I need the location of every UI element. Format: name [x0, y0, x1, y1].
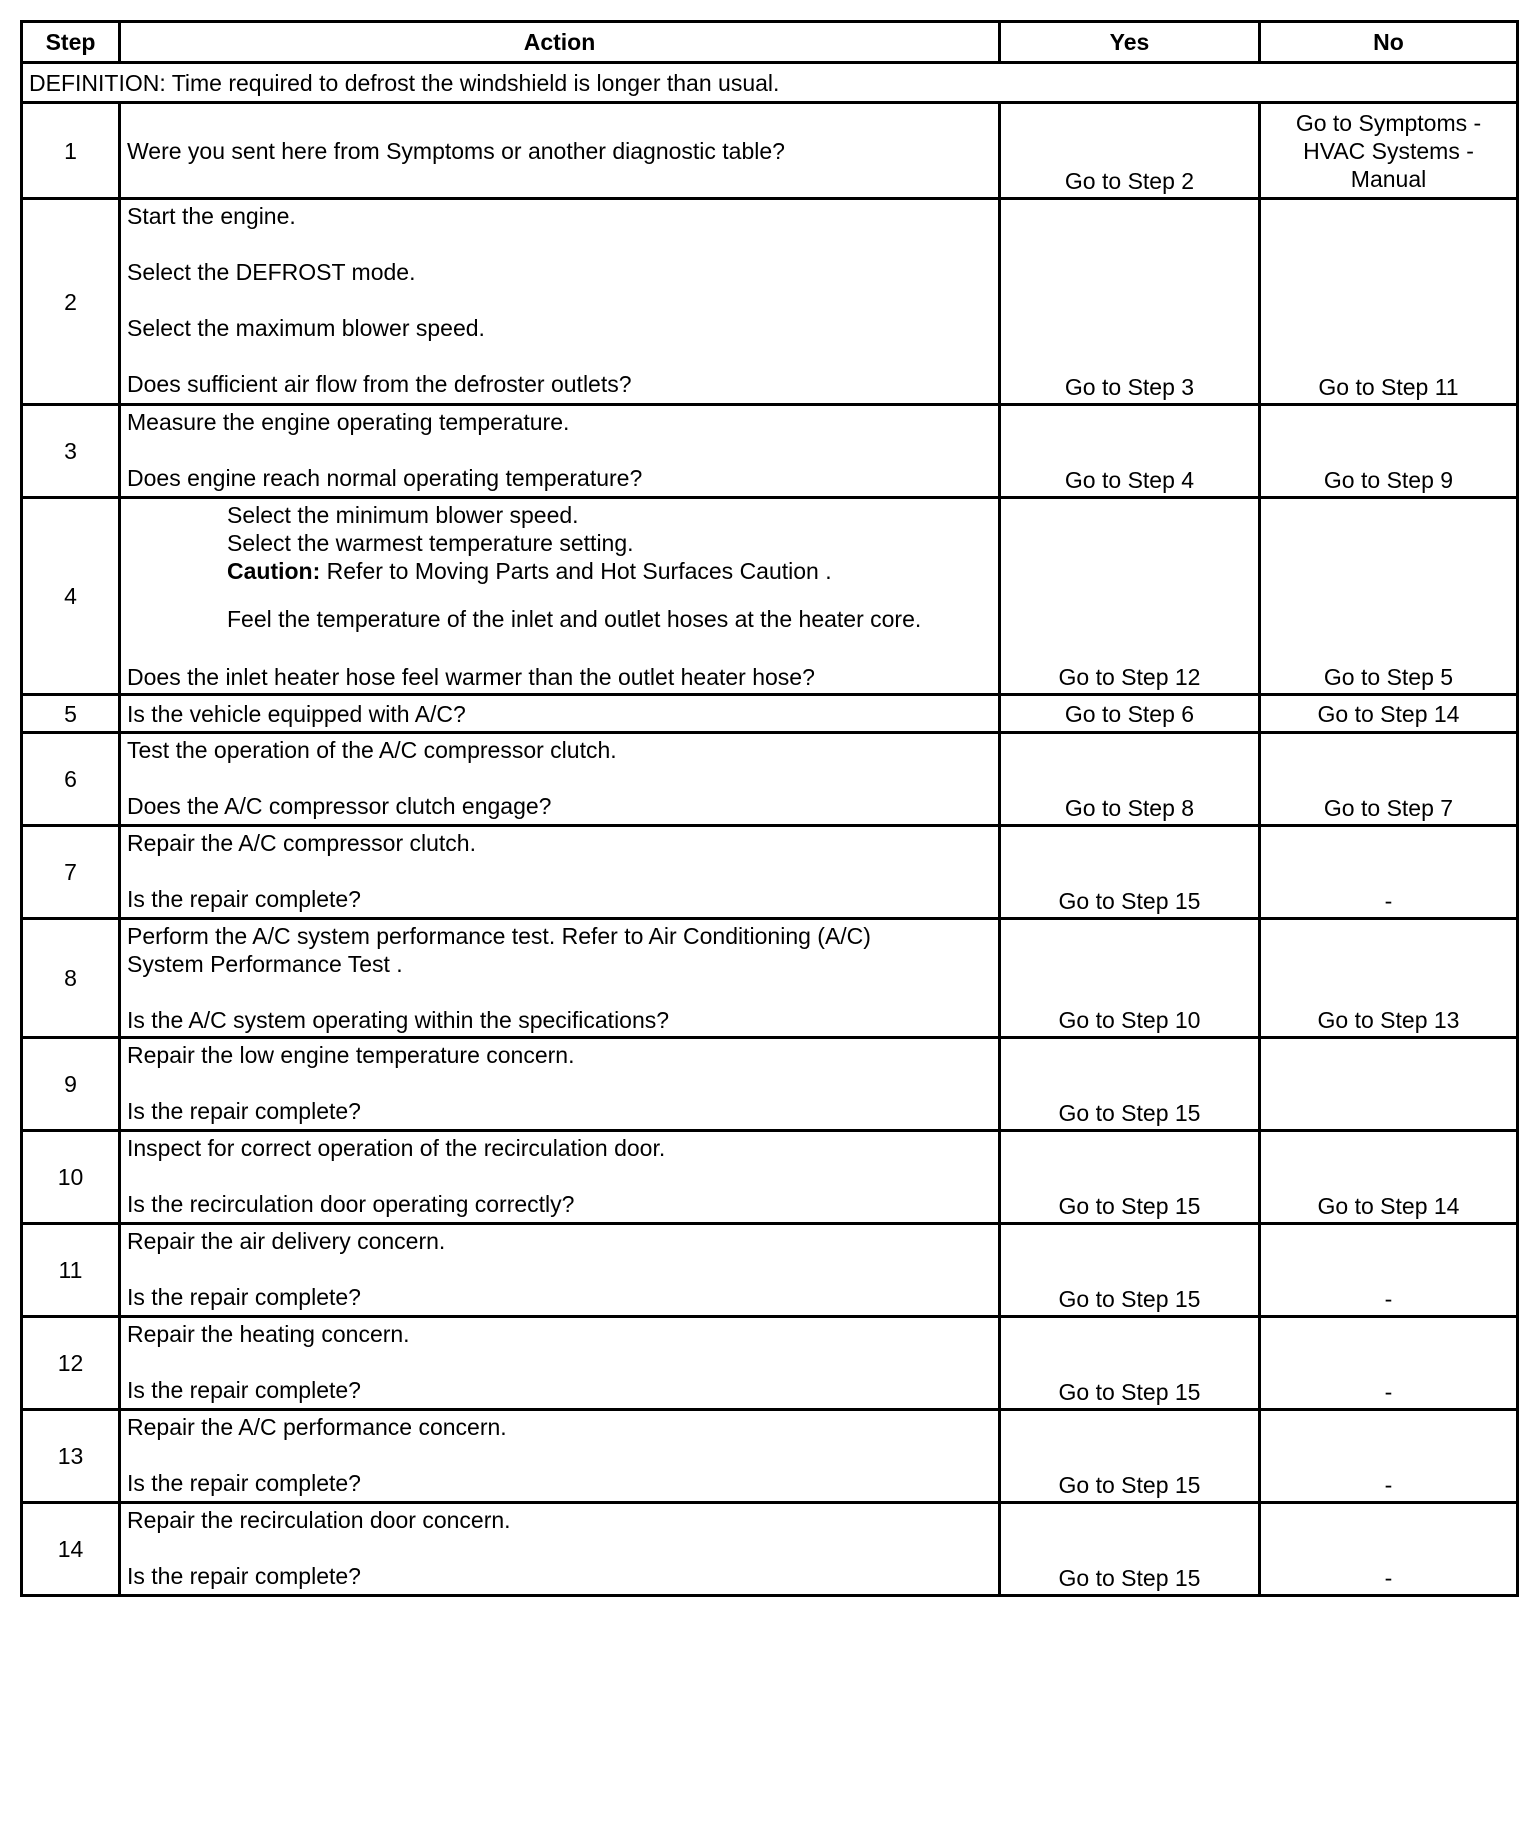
no-outcome: Go to Step 14 — [1260, 1131, 1518, 1224]
step-row-14 — [22, 1503, 1518, 1596]
action-line: Select the maximum blower speed. — [127, 315, 485, 341]
step-row-4 — [22, 498, 1518, 695]
step-number: 7 — [22, 826, 120, 919]
step-row-8 — [22, 919, 1518, 1038]
step-number: 11 — [22, 1224, 120, 1317]
no-outcome: Go to Step 9 — [1260, 405, 1518, 498]
yes-outcome: Go to Step 8 — [1000, 733, 1260, 826]
step-action — [120, 1410, 1000, 1503]
yes-outcome: Go to Step 15 — [1000, 1410, 1260, 1503]
step-row-5 — [22, 695, 1518, 733]
step-action — [120, 498, 1000, 695]
yes-outcome: Go to Step 15 — [1000, 1131, 1260, 1224]
step-number: 4 — [22, 498, 120, 695]
header-action: Action — [120, 22, 1000, 63]
step-action — [120, 199, 1000, 405]
yes-outcome: Go to Step 2 — [1000, 103, 1260, 199]
no-outcome: Go to Step 14 — [1260, 695, 1518, 733]
step-action — [120, 919, 1000, 1038]
action-subline: Feel the temperature of the inlet and outlet hoses at the heater core. — [227, 606, 922, 632]
action-line: Test the operation of the A/C compressor clutch. — [127, 737, 617, 763]
step-row-9 — [22, 1038, 1518, 1131]
yes-outcome: Go to Step 15 — [1000, 826, 1260, 919]
header-yes: Yes — [1000, 22, 1260, 63]
action-line: Inspect for correct operation of the recirculation door. — [127, 1135, 666, 1161]
step-row-3 — [22, 405, 1518, 498]
action-subline: Select the warmest temperature setting. — [227, 530, 634, 556]
yes-outcome: Go to Step 10 — [1000, 919, 1260, 1038]
no-outcome: Go to Symptoms - HVAC Systems - Manual — [1260, 103, 1518, 199]
no-outcome: - — [1260, 1503, 1518, 1596]
action-line: Repair the A/C compressor clutch. — [127, 830, 476, 856]
step-row-1 — [22, 103, 1518, 199]
action-line: Repair the A/C performance concern. — [127, 1414, 507, 1440]
yes-outcome: Go to Step 15 — [1000, 1503, 1260, 1596]
action-question: Is the recirculation door operating correctly? — [127, 1191, 575, 1217]
step-number: 10 — [22, 1131, 120, 1224]
caution-text: Refer to Moving Parts and Hot Surfaces Caution . — [320, 558, 832, 584]
action-question: Is the repair complete? — [127, 1284, 361, 1310]
diagnostic-table — [20, 20, 1519, 1597]
caution-note — [127, 557, 992, 585]
step-row-12 — [22, 1317, 1518, 1410]
step-number: 1 — [22, 103, 120, 199]
no-outcome: - — [1260, 1317, 1518, 1410]
action-question: Is the repair complete? — [127, 886, 361, 912]
action-question: Is the vehicle equipped with A/C? — [127, 700, 466, 727]
step-action — [120, 405, 1000, 498]
header-step: Step — [22, 22, 120, 63]
step-row-6 — [22, 733, 1518, 826]
action-question: Were you sent here from Symptoms or another diagnostic table? — [127, 137, 785, 164]
step-action — [120, 1317, 1000, 1410]
header-no: No — [1260, 22, 1518, 63]
action-question: Is the repair complete? — [127, 1470, 361, 1496]
no-outcome: - — [1260, 1224, 1518, 1317]
step-number: 6 — [22, 733, 120, 826]
yes-outcome: Go to Step 12 — [1000, 498, 1260, 695]
action-line: Repair the low engine temperature concern. — [127, 1042, 575, 1068]
step-row-2 — [22, 199, 1518, 405]
definition-text: DEFINITION: Time required to defrost the windshield is longer than usual. — [22, 63, 1518, 103]
action-line: Measure the engine operating temperature. — [127, 409, 570, 435]
action-line: Repair the heating concern. — [127, 1321, 410, 1347]
step-number: 14 — [22, 1503, 120, 1596]
caution-label: Caution: — [227, 558, 321, 584]
no-outcome: Go to Step 13 — [1260, 919, 1518, 1038]
step-action — [120, 1038, 1000, 1131]
step-action — [120, 733, 1000, 826]
step-row-10 — [22, 1131, 1518, 1224]
yes-outcome: Go to Step 6 — [1000, 695, 1260, 733]
yes-outcome: Go to Step 3 — [1000, 199, 1260, 405]
header-row — [22, 22, 1518, 63]
action-question: Is the A/C system operating within the specifications? — [127, 1007, 670, 1033]
action-question: Does sufficient air flow from the defroster outlets? — [127, 371, 632, 397]
definition-row — [22, 63, 1518, 103]
action-line: Select the DEFROST mode. — [127, 259, 416, 285]
no-outcome: - — [1260, 1410, 1518, 1503]
no-outcome: Go to Step 7 — [1260, 733, 1518, 826]
action-line: Perform the A/C system performance test. Refer to Air Conditioning (A/C) System Performance Test . — [127, 923, 871, 977]
step-number: 12 — [22, 1317, 120, 1410]
step-action — [120, 1131, 1000, 1224]
step-row-7 — [22, 826, 1518, 919]
step-action — [120, 1503, 1000, 1596]
action-line: Repair the air delivery concern. — [127, 1228, 446, 1254]
action-question: Is the repair complete? — [127, 1377, 361, 1403]
yes-outcome: Go to Step 15 — [1000, 1317, 1260, 1410]
step-action — [120, 1224, 1000, 1317]
no-outcome: Go to Step 11 — [1260, 199, 1518, 405]
step-action — [120, 826, 1000, 919]
step-action — [120, 103, 1000, 199]
action-subline: Select the minimum blower speed. — [227, 502, 579, 528]
no-outcome: - — [1260, 826, 1518, 919]
yes-outcome: Go to Step 4 — [1000, 405, 1260, 498]
no-outcome — [1260, 1038, 1518, 1131]
step-row-11 — [22, 1224, 1518, 1317]
action-line: Start the engine. — [127, 203, 296, 229]
action-question: Is the repair complete? — [127, 1563, 361, 1589]
action-question: Does the inlet heater hose feel warmer than the outlet heater hose? — [127, 664, 815, 690]
step-number: 2 — [22, 199, 120, 405]
action-question: Is the repair complete? — [127, 1098, 361, 1124]
action-question: Does engine reach normal operating temperature? — [127, 465, 643, 491]
step-number: 8 — [22, 919, 120, 1038]
yes-outcome: Go to Step 15 — [1000, 1224, 1260, 1317]
action-line: Repair the recirculation door concern. — [127, 1507, 511, 1533]
step-number: 3 — [22, 405, 120, 498]
action-question: Does the A/C compressor clutch engage? — [127, 793, 552, 819]
yes-outcome: Go to Step 15 — [1000, 1038, 1260, 1131]
step-row-13 — [22, 1410, 1518, 1503]
step-number: 9 — [22, 1038, 120, 1131]
no-outcome: Go to Step 5 — [1260, 498, 1518, 695]
step-action — [120, 695, 1000, 733]
step-number: 5 — [22, 695, 120, 733]
step-number: 13 — [22, 1410, 120, 1503]
